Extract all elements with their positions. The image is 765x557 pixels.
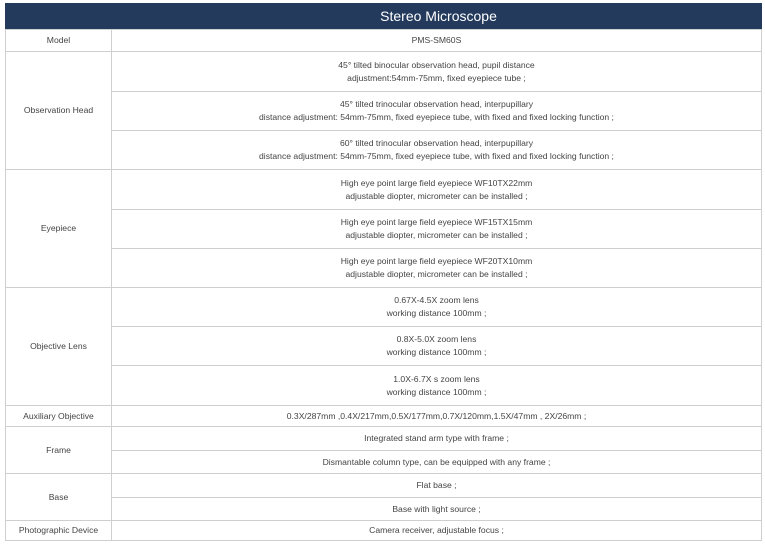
spec-value-cell bbox=[112, 170, 762, 210]
table-row bbox=[6, 427, 762, 451]
row-label: Auxiliary Objective bbox=[6, 406, 112, 427]
spec-value-line: adjustable diopter, micrometer can be installed ; bbox=[345, 190, 528, 201]
spec-value-line: 45° tilted trinocular observation head, interpupillary bbox=[339, 99, 534, 109]
spec-value-cell bbox=[112, 327, 762, 366]
table-row bbox=[6, 327, 762, 366]
spec-value-line: Camera receiver, adjustable focus ; bbox=[369, 525, 504, 535]
spec-value-cell bbox=[112, 52, 762, 92]
spec-value-line: 45° tilted binocular observation head, pupil distance bbox=[338, 59, 535, 70]
spec-value-line: 0.8X-5.0X zoom lens bbox=[396, 334, 477, 344]
row-label: Frame bbox=[6, 427, 112, 474]
spec-value-line: High eye point large field eyepiece WF15TX15mm bbox=[340, 217, 533, 227]
spec-value-line: working distance 100mm ; bbox=[386, 308, 487, 318]
spec-value-cell bbox=[112, 366, 762, 406]
table-row bbox=[6, 498, 762, 521]
spec-value-cell bbox=[112, 451, 762, 474]
spec-value-line: Integrated stand arm type with frame ; bbox=[364, 433, 509, 443]
table-row bbox=[6, 288, 762, 327]
spec-value-cell bbox=[112, 498, 762, 521]
spec-table-container bbox=[5, 3, 762, 541]
row-label: Eyepiece bbox=[6, 170, 112, 288]
spec-value-line: adjustable diopter, micrometer can be installed ; bbox=[345, 269, 528, 279]
spec-value-line: working distance 100mm ; bbox=[386, 386, 487, 397]
table-row bbox=[6, 170, 762, 210]
row-label: Model bbox=[6, 30, 112, 52]
spec-value-line: Dismantable column type, can be equipped with any frame ; bbox=[322, 456, 551, 467]
spec-value-cell bbox=[112, 30, 762, 52]
row-label: Objective Lens bbox=[6, 288, 112, 406]
row-label: Observation Head bbox=[6, 52, 112, 170]
table-row bbox=[6, 92, 762, 131]
spec-value-line: 60° tilted trinocular observation head, interpupillary bbox=[339, 138, 534, 148]
spec-value-line: distance adjustment: 54mm-75mm, fixed eyepiece tube, with fixed and fixed locking function ; bbox=[259, 112, 614, 122]
table-row bbox=[6, 406, 762, 427]
spec-value-line: distance adjustment: 54mm-75mm, fixed eyepiece tube, with fixed and fixed locking function ; bbox=[259, 151, 614, 161]
spec-value-line: High eye point large field eyepiece WF10TX22mm bbox=[340, 177, 533, 188]
spec-value-cell bbox=[112, 288, 762, 327]
table-row bbox=[6, 131, 762, 170]
spec-value-line: adjustable diopter, micrometer can be installed ; bbox=[345, 230, 528, 240]
table-row bbox=[6, 521, 762, 541]
table-row bbox=[6, 52, 762, 92]
spec-value-line: 0.67X-4.5X zoom lens bbox=[394, 295, 479, 305]
spec-value-cell bbox=[112, 427, 762, 451]
spec-value-line: 1.0X-6.7X s zoom lens bbox=[393, 373, 480, 384]
spec-table bbox=[5, 29, 762, 541]
row-label: Photographic Device bbox=[6, 521, 112, 541]
table-title: Stereo Microscope bbox=[5, 3, 762, 29]
table-row bbox=[6, 30, 762, 52]
table-row bbox=[6, 366, 762, 406]
spec-value-cell bbox=[112, 249, 762, 288]
spec-value-cell bbox=[112, 131, 762, 170]
table-row bbox=[6, 451, 762, 474]
spec-value-line: PMS-SM60S bbox=[411, 35, 462, 45]
table-row bbox=[6, 474, 762, 498]
table-row bbox=[6, 249, 762, 288]
spec-value-cell bbox=[112, 406, 762, 427]
spec-value-cell bbox=[112, 210, 762, 249]
spec-value-line: High eye point large field eyepiece WF20TX10mm bbox=[340, 256, 533, 266]
spec-value-line: 0.3X/287mm ,0.4X/217mm,0.5X/177mm,0.7X/120mm,1.5X/47mm , 2X/26mm ; bbox=[286, 410, 587, 421]
spec-value-line: working distance 100mm ; bbox=[386, 347, 487, 357]
row-label: Base bbox=[6, 474, 112, 521]
spec-value-cell bbox=[112, 474, 762, 498]
table-row bbox=[6, 210, 762, 249]
spec-value-cell bbox=[112, 92, 762, 131]
spec-value-line: adjustment:54mm-75mm, fixed eyepiece tube ; bbox=[347, 72, 526, 83]
spec-value-line: Flat base ; bbox=[416, 480, 457, 490]
spec-value-cell bbox=[112, 521, 762, 541]
spec-value-line: Base with light source ; bbox=[392, 503, 481, 514]
